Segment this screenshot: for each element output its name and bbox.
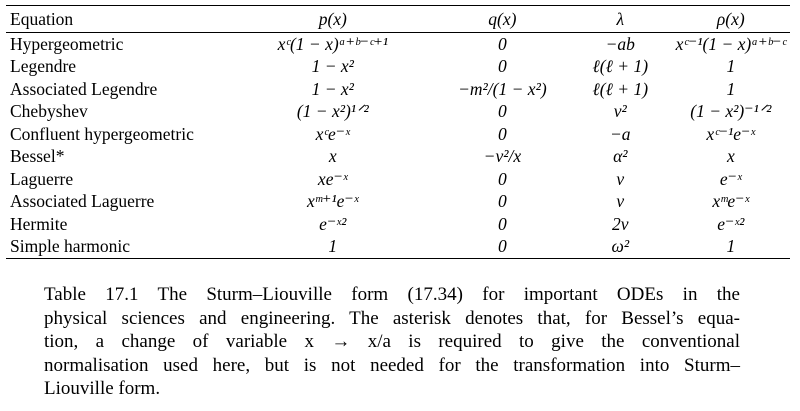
- caption-line: physical sciences and engineering. The asterisk denotes that, for Bessel’s equa-: [44, 307, 740, 329]
- header-equation: Equation: [10, 8, 74, 29]
- cell-equation: Laguerre: [10, 168, 74, 189]
- cell-q: −m²/(1 − x²): [458, 78, 547, 99]
- cell-rho: 1: [726, 78, 736, 99]
- cell-rho: 1: [726, 236, 736, 257]
- table-header: [6, 6, 790, 33]
- cell-lambda: −a: [610, 123, 631, 144]
- table-caption: [44, 283, 740, 401]
- cell-lambda: ν: [616, 191, 625, 212]
- cell-equation: Legendre: [10, 56, 77, 77]
- cell-p: x: [328, 146, 337, 167]
- header-q: q(x): [488, 8, 517, 29]
- cell-p: (1 − x²)¹ᐟ²: [296, 101, 369, 122]
- cell-rho: (1 − x²)⁻¹ᐟ²: [690, 101, 772, 122]
- cell-rho: xᵐe⁻ˣ: [712, 191, 750, 212]
- table-row: [6, 33, 790, 56]
- cell-equation: Hypergeometric: [10, 33, 124, 54]
- cell-lambda: ℓ(ℓ + 1): [592, 78, 649, 99]
- cell-rho: xᶜ⁻¹e⁻ˣ: [706, 123, 756, 144]
- cell-lambda: α²: [613, 146, 628, 167]
- table-row: [6, 146, 790, 169]
- caption-line: Liouville form.: [44, 378, 161, 400]
- cell-p: xᶜe⁻ˣ: [315, 123, 350, 144]
- cell-equation: Associated Legendre: [10, 78, 158, 99]
- table-row: [6, 101, 790, 124]
- caption-line: Table 17.1 The Sturm–Liouville form (17.34) for important ODEs in the: [44, 284, 740, 305]
- cell-equation: Confluent hypergeometric: [10, 123, 194, 144]
- cell-q: 0: [498, 56, 507, 77]
- cell-p: 1 − x²: [311, 56, 354, 77]
- cell-equation: Chebyshev: [10, 101, 88, 122]
- cell-q: 0: [498, 101, 507, 122]
- cell-lambda: ℓ(ℓ + 1): [592, 56, 649, 77]
- cell-rho: x: [726, 146, 735, 167]
- header-rho: ρ(x): [716, 8, 745, 29]
- cell-q: 0: [498, 33, 507, 54]
- caption-line: tion, a change of variable x → x/a is required to give the conventional: [44, 331, 740, 353]
- cell-q: 0: [498, 213, 507, 234]
- cell-p: xe⁻ˣ: [317, 168, 348, 189]
- table-row: [6, 213, 790, 236]
- cell-equation: Simple harmonic: [10, 236, 131, 257]
- sturm-liouville-table-container: [6, 5, 790, 259]
- cell-lambda: ν: [616, 168, 625, 189]
- cell-p: e⁻ˣ²: [319, 213, 347, 234]
- header-lambda: λ: [616, 8, 625, 29]
- header-row: [6, 6, 790, 33]
- cell-q: 0: [498, 123, 507, 144]
- table-body: [6, 33, 790, 259]
- cell-q: 0: [498, 191, 507, 212]
- sturm-liouville-table: [6, 5, 790, 259]
- cell-equation: Associated Laguerre: [10, 191, 155, 212]
- cell-lambda: 2ν: [612, 213, 629, 234]
- cell-q: 0: [498, 236, 507, 257]
- cell-p: xᶜ(1 − x)ᵃ⁺ᵇ⁻ᶜ⁺¹: [277, 33, 388, 54]
- table-row: [6, 168, 790, 191]
- cell-lambda: −ab: [605, 33, 635, 54]
- cell-equation: Hermite: [10, 213, 68, 234]
- cell-p: 1 − x²: [311, 78, 354, 99]
- caption-line: normalisation used here, but is not needed for the transformation into Sturm–: [44, 354, 740, 376]
- cell-p: xᵐ⁺¹e⁻ˣ: [307, 191, 359, 212]
- table-row: [6, 236, 790, 259]
- table-row: [6, 78, 790, 101]
- table-row: [6, 191, 790, 214]
- cell-p: 1: [328, 236, 338, 257]
- table-row: [6, 56, 790, 79]
- cell-rho: e⁻ˣ: [719, 168, 742, 189]
- cell-lambda: ω²: [611, 236, 630, 257]
- cell-rho: 1: [726, 56, 736, 77]
- table-row: [6, 123, 790, 146]
- cell-q: 0: [498, 168, 507, 189]
- cell-lambda: ν²: [613, 101, 627, 122]
- cell-rho: xᶜ⁻¹(1 − x)ᵃ⁺ᵇ⁻ᶜ: [675, 33, 786, 54]
- cell-equation: Bessel*: [10, 146, 65, 167]
- header-p: p(x): [318, 8, 347, 29]
- cell-rho: e⁻ˣ²: [717, 213, 745, 234]
- cell-q: −ν²/x: [483, 146, 522, 167]
